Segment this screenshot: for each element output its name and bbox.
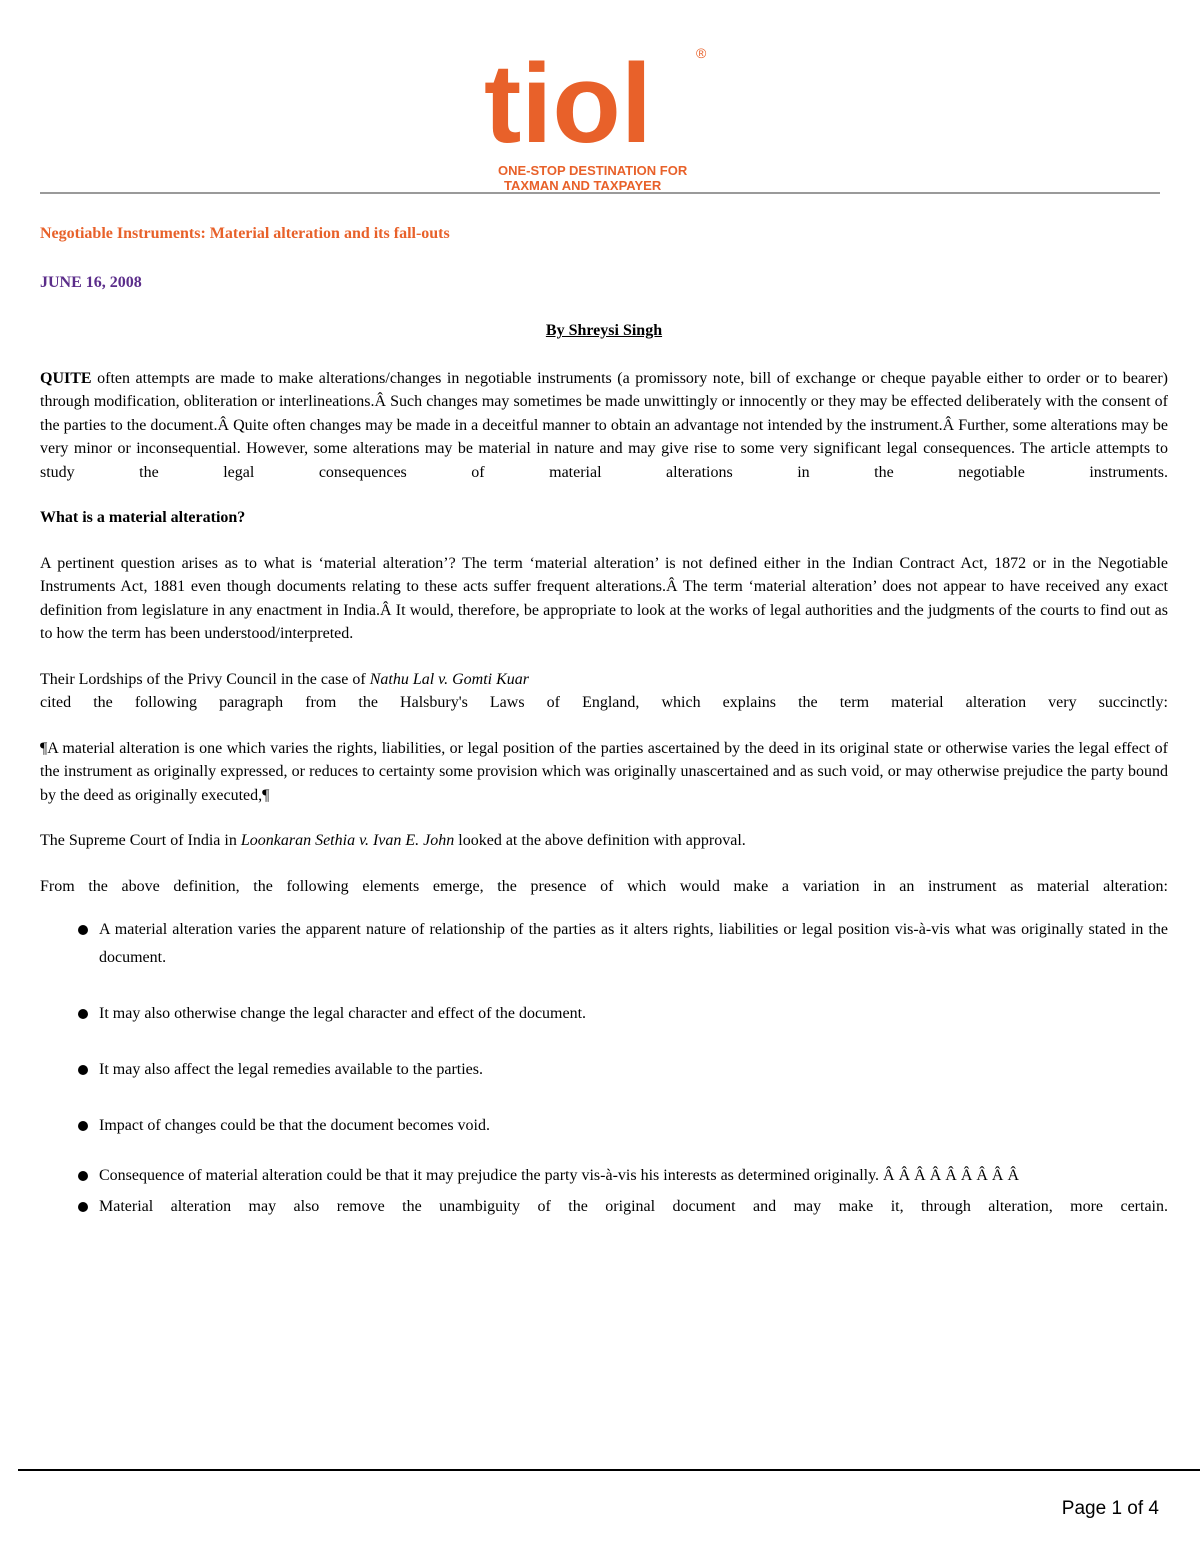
article-date: JUNE 16, 2008 (40, 273, 142, 291)
bullet-icon (78, 1121, 88, 1131)
registered-mark: ® (696, 45, 707, 61)
bullet-icon (78, 925, 88, 935)
article-title: Negotiable Instruments: Material alteration and its fall-outs (40, 225, 450, 242)
privy-post: cited the following paragraph from the Halsbury's Laws of England, which explains the term material alteration very succinctly: (40, 694, 1168, 711)
intro-lead: QUITE (40, 369, 92, 387)
list-item-text: Impact of changes could be that the document becomes void. (99, 1117, 490, 1134)
header-divider (40, 192, 1160, 194)
bullet-icon (78, 1202, 88, 1212)
logo-wordmark: tiol (484, 42, 652, 166)
intro-text: often attempts are made to make alterations/changes in negotiable instruments (a promissory note, bill of exchange or cheque payable either to order or to bearer) through modification, obliteration or interlineations.Â Such changes may sometimes be made unwittingly or innocently or they may be effected deliberately with the consent of the parties to the document.Â Quite often changes may be made in a deceitful manner to obtain an advantage not intended by the instrument.Â Further, some alterations may be very minor or inconsequential. However, some alterations may be material in nature and may give rise to some very significant legal consequences. The article attempts to study the legal consequences of material alterations in the negotiable instruments. (40, 369, 1168, 481)
privy-pre: Their Lordships of the Privy Council in the case of (40, 670, 370, 688)
list-item-text: Consequence of material alteration could be that it may prejudice the party vis-à-vis his interests as determined originally. Â Â Â Â Â Â Â Â Â (99, 1167, 1020, 1184)
logo-tagline-1: ONE-STOP DESTINATION FOR (498, 163, 688, 178)
sc-post: looked at the above definition with approval. (454, 832, 746, 849)
page-indicator: Page 1 of 4 (1061, 1498, 1159, 1519)
list-item (40, 1164, 1168, 1187)
list-item (40, 1193, 1168, 1221)
sc-case-name: Loonkaran Sethia v. Ivan E. John (240, 832, 455, 849)
halsbury-quote: ¶A material alteration is one which varies the rights, liabilities, or legal position of the parties ascertained by the deed in its original state or otherwise varies the legal effect of the instrument as originally expressed, or reduces to certainty some provision which was originally unascertained and as such void, or may otherwise prejudice the party bound by the deed as originally executed,¶ (40, 739, 1168, 804)
bullet-icon (78, 1171, 88, 1181)
list-item-text: Material alteration may also remove the unambiguity of the original document and may make it, through alteration, more certain. (99, 1198, 1168, 1215)
bullet-icon (78, 1009, 88, 1019)
elements-intro: From the above definition, the following elements emerge, the presence of which would make a variation in an instrument as material alteration: (40, 877, 1168, 895)
list-item (40, 1112, 1168, 1140)
privy-council-paragraph (40, 668, 1168, 715)
section-heading: What is a material alteration? (40, 509, 246, 526)
list-item (40, 1000, 1168, 1028)
supreme-court-paragraph (40, 829, 1168, 853)
list-item (40, 916, 1168, 972)
article-byline: By Shreysi Singh (545, 322, 663, 339)
privy-case-name: Nathu Lal v. Gomti Kuar (369, 670, 529, 688)
list-item (40, 1056, 1168, 1084)
bullet-icon (78, 1065, 88, 1075)
article-body (40, 222, 1168, 1221)
intro-paragraph (40, 367, 1168, 485)
sc-pre: The Supreme Court of India in (40, 832, 241, 849)
list-item-text: A material alteration varies the apparent nature of relationship of the parties as it alters rights, liabilities or legal position vis-à-vis what was originally stated in the document. (99, 921, 1168, 966)
footer-divider (18, 1469, 1200, 1471)
list-item-text: It may also otherwise change the legal character and effect of the document. (99, 1005, 587, 1022)
definition-paragraph: A pertinent question arises as to what is ‘material alteration’? The term ‘material alteration’ is not defined either in the Indian Contract Act, 1872 or in the Negotiable Instruments Act, 1881 even though documents relating to these acts suffer frequent alterations.Â The term ‘material alteration’ does not appear to have received any exact definition from legislature in any enactment in India.Â It would, therefore, be appropriate to look at the works of legal authorities and the judgments of the courts to find out as to how the term has been understood/interpreted. (40, 554, 1168, 642)
tiol-logo (484, 42, 718, 192)
list-item-text: It may also affect the legal remedies available to the parties. (99, 1061, 483, 1078)
logo-tagline-2: TAXMAN AND TAXPAYER (504, 178, 662, 192)
elements-list (40, 916, 1168, 1221)
